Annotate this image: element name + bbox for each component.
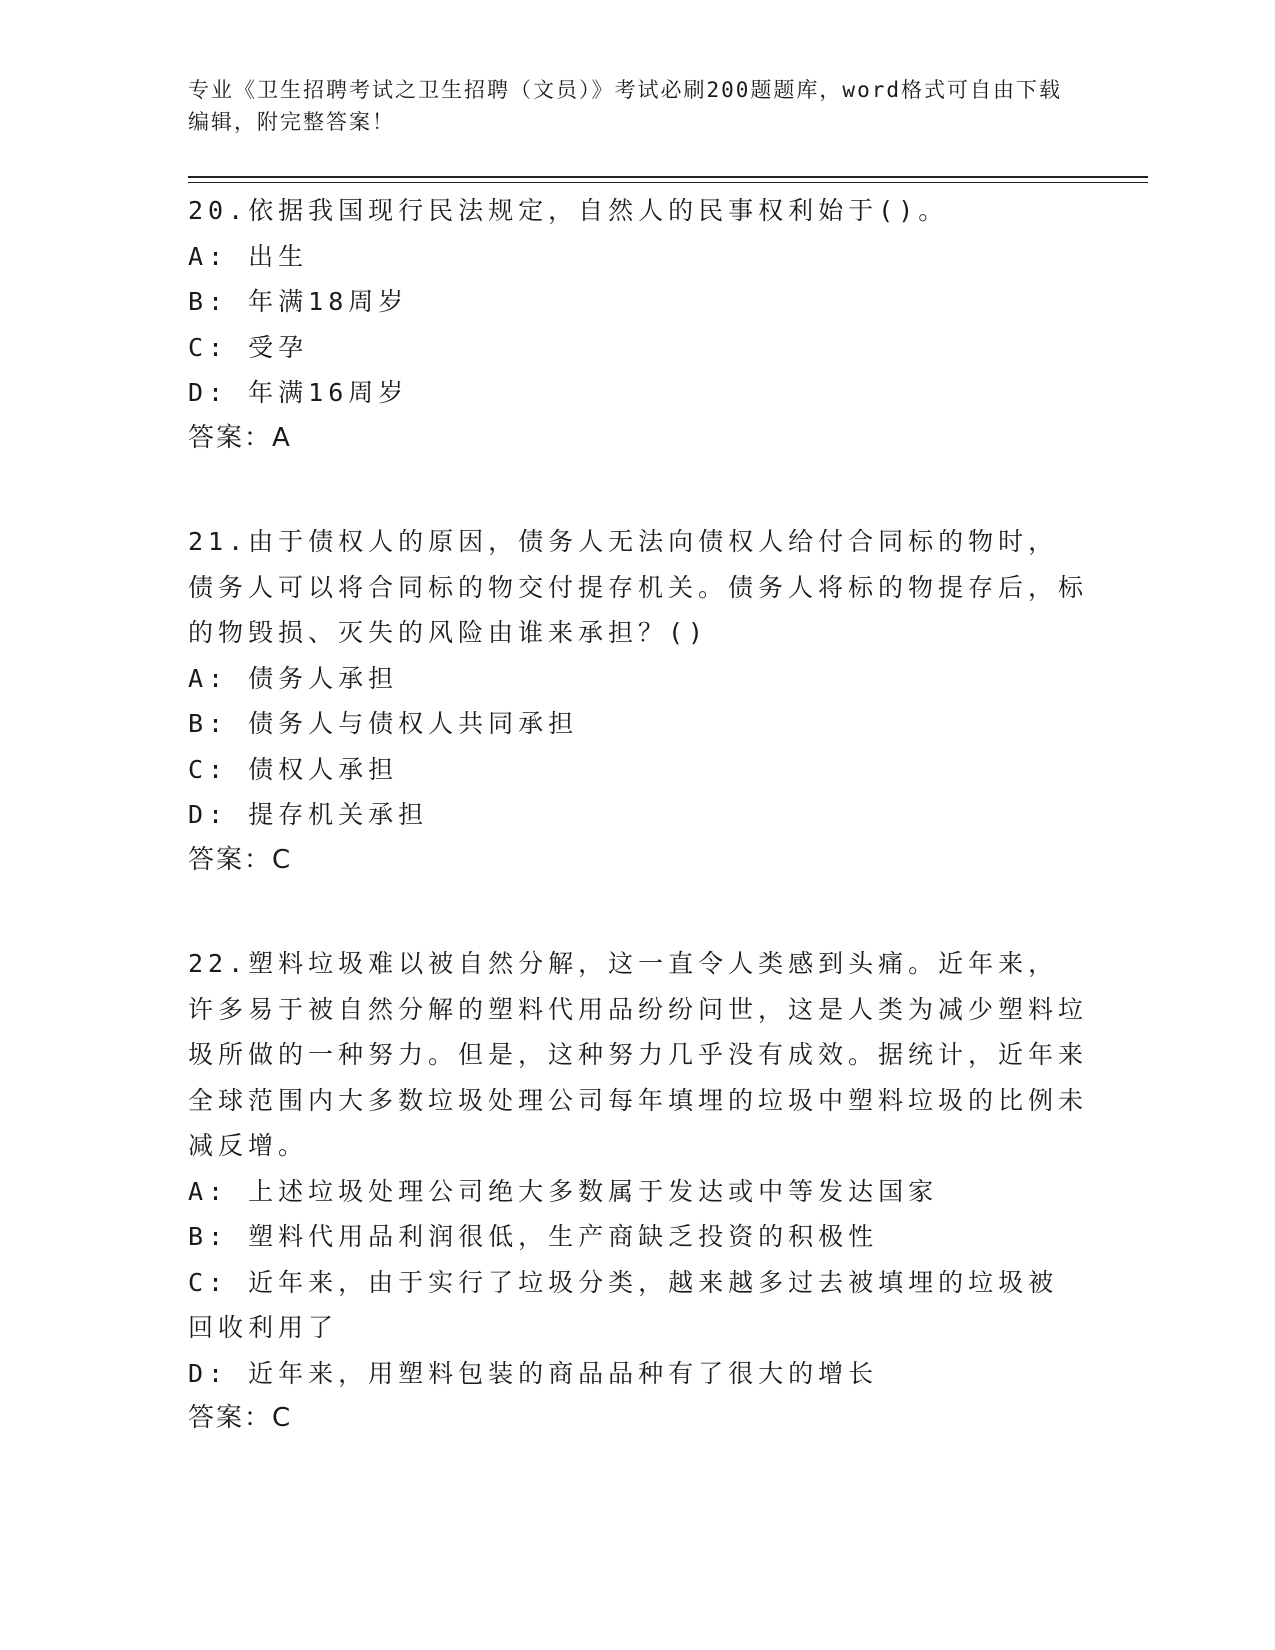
question-stem: 22.塑料垃圾难以被自然分解，这一直令人类感到头痛。近年来，许多易于被自然分解的塑料代用品纷纷问世，这是人类为减少塑料垃圾所做的一种努力。但是，这种努力几乎没有成效。据统计，近年来全球范围内大多数垃圾处理公司每年填埋的垃圾中塑料垃圾的比例未减反增。: [188, 949, 1089, 1160]
question-stem: 20.依据我国现行民法规定，自然人的民事权利始于()。: [188, 196, 949, 225]
option-c: C: 近年来，由于实行了垃圾分类，越来越多过去被填埋的垃圾被回收利用了: [188, 1267, 1059, 1342]
question-20: [188, 188, 1088, 461]
option-d: D: 提存机关承担: [188, 800, 429, 829]
header-divider-thick: [188, 176, 1148, 178]
answer-line: [188, 416, 1088, 462]
answer-value: C: [272, 844, 293, 875]
option-c: C: 债权人承担: [188, 754, 399, 784]
question-list: [188, 188, 1088, 1500]
option-b: B: 债务人与债权人共同承担: [188, 709, 579, 738]
option-a: A: 出生: [188, 241, 309, 271]
option-d: D: 近年来，用塑料包装的商品品种有了很大的增长: [188, 1358, 879, 1388]
question-22: [188, 941, 1088, 1442]
document-intro: 专业《卫生招聘考试之卫生招聘（文员）》考试必刷200题题库，word格式可自由下载编辑，附完整答案！: [188, 78, 1062, 134]
option-a: A: 债务人承担: [188, 663, 399, 693]
answer-label: 答案：: [188, 844, 273, 875]
header-divider-thin: [188, 182, 1148, 183]
option-d: D: 年满16周岁: [188, 378, 409, 407]
question-21: [188, 519, 1088, 883]
answer-line: [188, 838, 1088, 884]
answer-label: 答案：: [188, 422, 273, 453]
answer-value: A: [272, 422, 292, 453]
answer-label: 答案：: [188, 1403, 273, 1433]
option-b: B: 年满18周岁: [188, 287, 409, 316]
option-b: B: 塑料代用品利润很低，生产商缺乏投资的积极性: [188, 1222, 879, 1251]
question-stem: 21.由于债权人的原因，债务人无法向债权人给付合同标的物时，债务人可以将合同标的物交付提存机关。债务人将标的物提存后，标的物毁损、灭失的风险由谁来承担？(): [188, 527, 1089, 647]
answer-line: [188, 1396, 1088, 1442]
answer-value: C: [272, 1403, 293, 1433]
option-c: C: 受孕: [188, 332, 309, 362]
option-a: A: 上述垃圾处理公司绝大多数属于发达或中等发达国家: [188, 1176, 939, 1206]
